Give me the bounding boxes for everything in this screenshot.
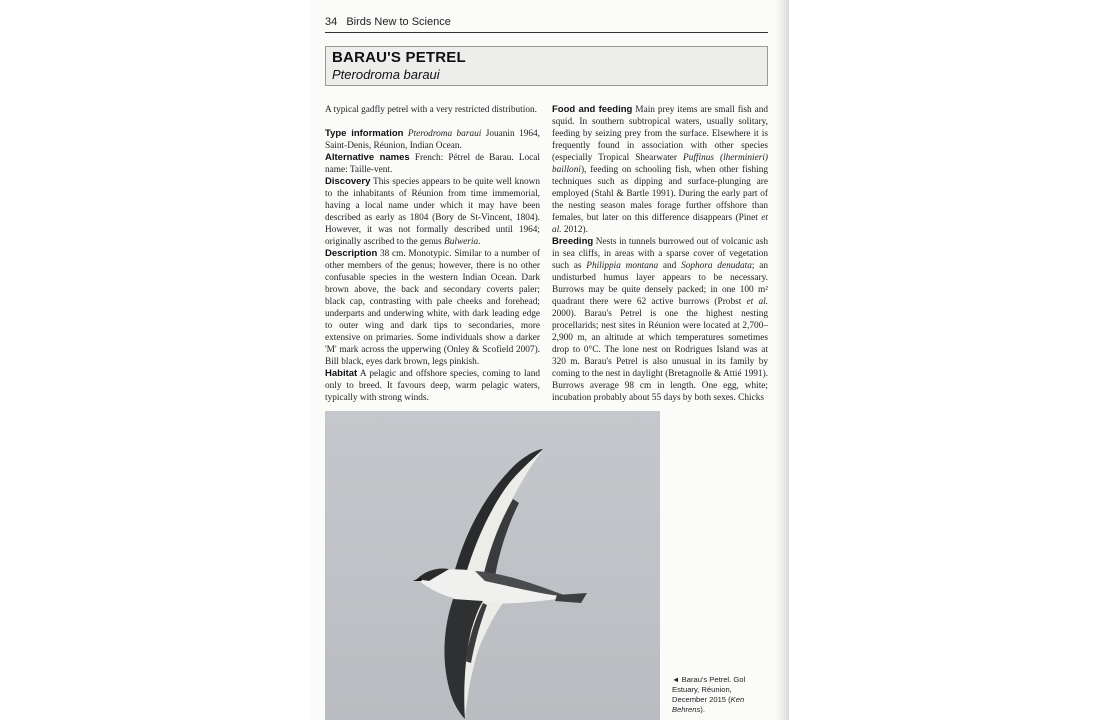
food-text-c: 2012). <box>561 225 588 235</box>
petrel-photo <box>325 411 660 720</box>
breeding-text-a: Nests in tunnels burrowed out of volcanic ash in sea cliffs, in areas with a sparse cover of vegetation such as <box>552 237 768 271</box>
species-scientific-name: Pterodroma baraui <box>332 67 440 82</box>
food-and-feeding-heading: Food and feeding <box>552 104 633 115</box>
caption-text: Barau's Petrel. Gol Estuary, Réunion, December 2015 ( <box>672 675 746 704</box>
type-information-text: Jouanin 1964, Saint-Denis, Réunion, Indian Ocean. <box>325 129 540 151</box>
alternative-names-text: French: Pétrel de Barau. Local name: Taille-vent. <box>325 153 540 175</box>
breeding-paragraph <box>552 236 768 404</box>
photo-caption <box>672 675 768 715</box>
habitat-paragraph <box>325 368 540 404</box>
shearwater-name: Puffinus (lherminieri) bailloni <box>552 153 769 175</box>
header-rule <box>325 32 768 33</box>
text-column-left <box>325 104 540 404</box>
discovery-paragraph <box>325 176 540 248</box>
food-text-a: Main prey items are small fish and squid. In southern subtropical waters, usually solitary, feeding by seizing prey from the surface. Elsewhere it is frequently found in association with other species (especially Tropical Shearwater <box>552 105 768 163</box>
running-head <box>325 16 768 32</box>
discovery-text: This species appears to be quite well known to the inhabitants of Réunion from time immemorial, having a local name under which it may have been described as early as 1804 (Bory de St-Vincent, 1804). However, it was not formally described until 1964; originally ascribed to the genus <box>325 177 540 247</box>
habitat-text: A pelagic and offshore species, coming to land only to breed. It favours deep, warm pelagic waters, typically with strong winds. <box>325 369 540 403</box>
breeding-plant-2: Sophora denudata <box>681 261 752 271</box>
description-text: 38 cm. Monotypic. Similar to a number of other members of the genus; however, there is no other confusable species in the western Indian Ocean. Dark brown above, the back and secondary coverts paler; black cap, contrasting with pale cheeks and forehead; underparts and underwing white, with dark leading edge to outer wing and dark tips to secondaries, more extensive on primaries. Some individuals show a darker 'M' mark across the upperwing (Onley & Scofield 2007). Bill black, eyes dark brown, legs pinkish. <box>325 249 540 367</box>
page-gutter-shadow <box>775 0 789 720</box>
discovery-heading: Discovery <box>325 176 371 187</box>
description-heading: Description <box>325 248 378 259</box>
discovery-text-end: . <box>478 237 481 247</box>
description-paragraph <box>325 248 540 368</box>
page-number: 34 <box>325 16 338 28</box>
text-column-right <box>552 104 768 404</box>
breeding-text-b: and <box>658 261 682 271</box>
breeding-etal: et al. <box>746 297 768 307</box>
caption-text-end: ). <box>700 705 705 714</box>
alternative-names-heading: Alternative names <box>325 152 410 163</box>
type-species-name: Pterodroma baraui <box>407 129 482 139</box>
type-information-heading: Type information <box>325 128 404 139</box>
food-etal: et al. <box>552 213 768 235</box>
species-common-name: BARAU'S PETREL <box>332 49 466 66</box>
breeding-heading: Breeding <box>552 236 594 247</box>
breeding-text-d: 2000). Barau's Petrel is one the highest nesting procellarids; nest sites in Réunion were located at 2,700–2,900 m, an altitude at which temperatures sometimes drop to 0°C. The lone nest on Rodrigues Island was at 320 m. Barau's Petrel is also unusual in its family by coming to the nest in daylight (Bretagnolle & Attié 1991). Burrows average 98 cm in length. One egg, white; incubation probably about 55 days by both sexes. Chicks <box>552 309 768 403</box>
book-title: Birds New to Science <box>346 16 451 28</box>
petrel-illustration <box>325 411 660 720</box>
food-text-b: ), feeding on schooling fish, when other fishing techniques such as dipping and surface-plunging are employed (Stahl & Bartle 1991). During the early part of the nesting season males forage further offshore than females, but later on this difference disappears (Pinet <box>552 165 768 223</box>
breeding-text-c: ; an undisturbed humus layer appears to be necessary. Burrows may be quite densely packed; in one 100 m² quadrant there were 62 active burrows (Probst <box>552 261 769 307</box>
food-and-feeding-paragraph <box>552 104 768 236</box>
habitat-heading: Habitat <box>325 368 358 379</box>
species-title-box <box>325 46 768 86</box>
intro-paragraph: A typical gadfly petrel with a very restricted distribution. <box>325 105 537 115</box>
caption-arrow-icon: ◄ <box>672 675 680 684</box>
discovery-genus: Bulweria <box>444 237 479 247</box>
type-information-paragraph <box>325 128 540 152</box>
breeding-plant-1: Philippia montana <box>586 261 659 271</box>
caption-credit: Ken Behrens <box>672 695 745 714</box>
alternative-names-paragraph <box>325 152 540 176</box>
